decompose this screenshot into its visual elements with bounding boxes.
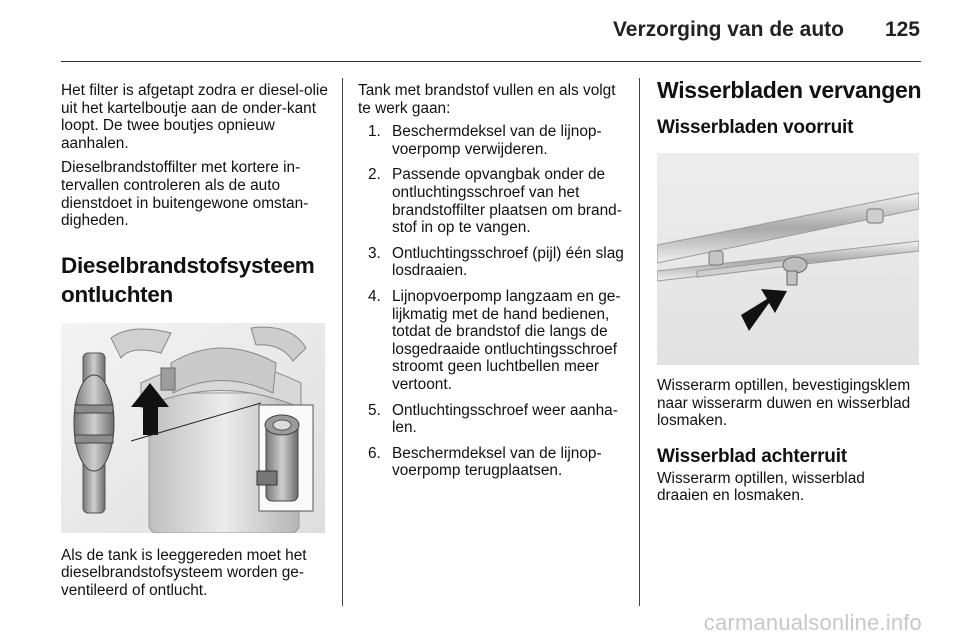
- fuel-filter-illustration: [61, 323, 331, 533]
- body-paragraph: Tank met brandstof vullen en als volgt te werk gaan:: [358, 82, 616, 117]
- step-item: 5. Ontluchtingsschroef weer aanha-len.: [368, 401, 618, 437]
- step-item: 6. Beschermdeksel van de lijnop-voerpomp terugplaatsen.: [368, 444, 602, 480]
- step-item: 1. Beschermdeksel van de lijnop-voerpomp verwijderen.: [368, 123, 602, 158]
- subheading-front-wipers: Wisserbladen voorruit: [657, 117, 854, 138]
- section-heading-wipers: Wisserbladen vervangen: [657, 77, 922, 103]
- wiper-image: [657, 153, 919, 365]
- procedure-steps: [358, 123, 628, 480]
- section-heading-diesel: Dieselbrandstofsysteem ontluchten: [61, 252, 315, 307]
- body-paragraph: Wisserarm optillen, bevestigingsklem naar wisserarm duwen en wisserblad losmaken.: [657, 377, 911, 430]
- step-item: 3. Ontluchtingsschroef (pijl) één slag losdraaien.: [368, 244, 624, 280]
- running-header-title: Verzorging van de auto: [612, 18, 844, 41]
- body-paragraph: Als de tank is leeggereden moet het dieselbrandstofsysteem worden ge-ventileerd of ontlucht.: [61, 546, 307, 599]
- column-divider-2: [639, 78, 640, 606]
- step-item: 4. Lijnopvoerpomp langzaam en ge-lijkmatig met de hand bedienen, totdat de brandstof die langs de losgedraaide ontluchtingsschroef stroomt geen luchtbellen meer vertoont.: [368, 287, 621, 393]
- fuel-filter-image: [61, 323, 325, 533]
- subheading-rear-wiper: Wisserblad achterruit: [657, 445, 847, 467]
- body-paragraph: Wisserarm optillen, wisserblad draaien en losmaken.: [657, 469, 865, 505]
- column-divider-1: [342, 78, 343, 606]
- page-number: 125: [884, 18, 920, 41]
- body-paragraph: Het filter is afgetapt zodra er diesel-olie uit het kartelboutje aan de onder-kant loopt. De twee boutjes opnieuw aanhalen.: [61, 82, 328, 152]
- column-1: [61, 82, 331, 607]
- header-rule: [61, 61, 921, 62]
- wiper-illustration: [657, 153, 927, 365]
- column-3: [657, 76, 927, 512]
- body-paragraph: Dieselbrandstoffilter met kortere in-tervallen controleren als de auto dienstdoet in buitengewone omstan-digheden.: [61, 159, 309, 230]
- column-2: [358, 82, 628, 488]
- watermark-text: carmanualsonline.info: [703, 610, 922, 635]
- step-item: 2. Passende opvangbak onder de ontluchtingsschroef van het brandstoffilter plaatsen om brand-stof in op te vangen.: [368, 166, 622, 237]
